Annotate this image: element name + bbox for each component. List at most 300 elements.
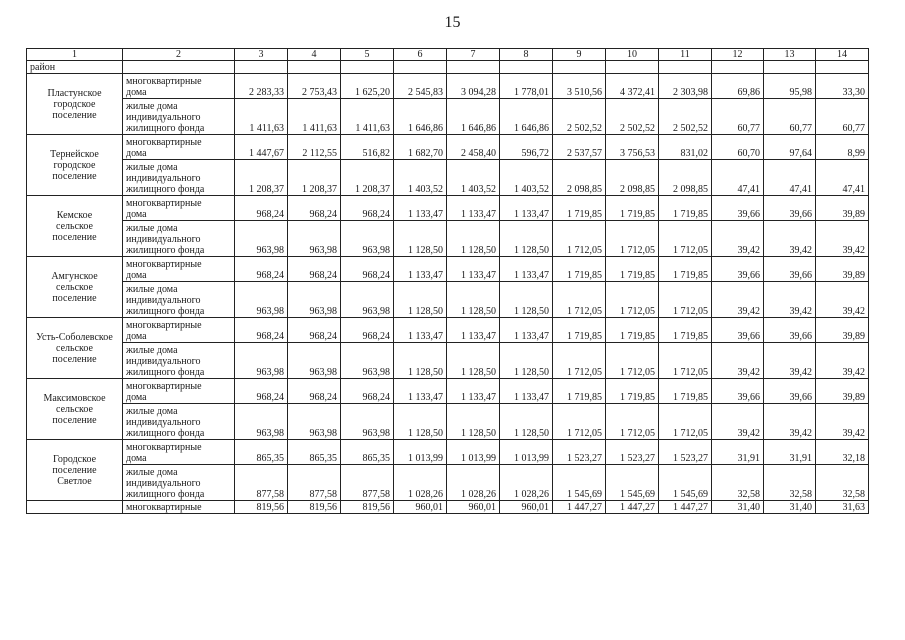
value-cell: 968,24 — [341, 196, 394, 221]
value-cell: 1 128,50 — [394, 404, 447, 440]
housing-type-line: индивидуального — [126, 356, 201, 367]
housing-type — [123, 257, 235, 282]
value-cell: 2 545,83 — [394, 74, 447, 99]
housing-type-line: жилищного фонда — [126, 489, 205, 500]
value-cell: 1 719,85 — [659, 318, 712, 343]
value-cell: 1 128,50 — [500, 343, 553, 379]
value-cell: 1 545,69 — [553, 465, 606, 501]
table-row — [27, 257, 869, 282]
housing-type-line: индивидуального — [126, 417, 201, 428]
value-cell: 2 753,43 — [288, 74, 341, 99]
housing-type-line: жилые дома — [126, 101, 178, 112]
value-cell: 1 208,37 — [235, 160, 288, 196]
empty-cell — [447, 61, 500, 74]
value-cell: 1 447,27 — [606, 501, 659, 514]
value-cell: 60,77 — [764, 99, 816, 135]
settlement-line: сельское — [56, 281, 93, 293]
value-cell: 1 712,05 — [606, 282, 659, 318]
value-cell: 963,98 — [288, 221, 341, 257]
table-row — [27, 196, 869, 221]
value-cell: 1 712,05 — [553, 282, 606, 318]
value-cell: 2 537,57 — [553, 135, 606, 160]
settlement-line: поселение — [52, 353, 97, 365]
value-cell: 968,24 — [235, 196, 288, 221]
value-cell: 1 411,63 — [235, 99, 288, 135]
housing-type — [123, 221, 235, 257]
value-cell: 39,66 — [712, 379, 764, 404]
tariff-table — [26, 48, 869, 514]
housing-type — [123, 501, 235, 514]
value-cell: 39,89 — [816, 318, 869, 343]
value-cell: 819,56 — [341, 501, 394, 514]
value-cell: 1 719,85 — [606, 196, 659, 221]
column-number: 6 — [394, 49, 447, 61]
table-row — [27, 74, 869, 99]
housing-type-line: дома — [126, 392, 147, 403]
table-row — [27, 99, 869, 135]
housing-type — [123, 440, 235, 465]
value-cell: 2 458,40 — [447, 135, 500, 160]
value-cell: 963,98 — [235, 343, 288, 379]
housing-type-line: многоквартирные — [126, 320, 202, 331]
value-cell: 32,58 — [816, 465, 869, 501]
value-cell: 1 133,47 — [394, 318, 447, 343]
value-cell: 39,89 — [816, 379, 869, 404]
table-row — [27, 135, 869, 160]
value-cell: 877,58 — [288, 465, 341, 501]
settlement-line: Максимовское — [43, 392, 106, 404]
rayon-label: район — [27, 61, 123, 74]
settlement-name — [27, 74, 123, 135]
value-cell: 1 133,47 — [447, 379, 500, 404]
value-cell: 963,98 — [235, 404, 288, 440]
value-cell: 39,42 — [712, 343, 764, 379]
settlement-name — [27, 135, 123, 196]
value-cell: 1 133,47 — [394, 196, 447, 221]
housing-type-line: дома — [126, 209, 147, 220]
housing-type — [123, 379, 235, 404]
table-row — [27, 221, 869, 257]
value-cell: 963,98 — [288, 282, 341, 318]
table-row — [27, 440, 869, 465]
value-cell: 2 098,85 — [606, 160, 659, 196]
value-cell: 1 133,47 — [447, 196, 500, 221]
value-cell: 1 646,86 — [500, 99, 553, 135]
value-cell: 960,01 — [447, 501, 500, 514]
value-cell: 968,24 — [341, 257, 394, 282]
settlement-line: поселение — [52, 414, 97, 426]
value-cell: 1 128,50 — [447, 343, 500, 379]
column-number: 11 — [659, 49, 712, 61]
value-cell: 1 719,85 — [606, 318, 659, 343]
settlement-line: Амгунское — [51, 270, 98, 282]
value-cell: 1 719,85 — [553, 379, 606, 404]
value-cell: 2 303,98 — [659, 74, 712, 99]
value-cell: 877,58 — [341, 465, 394, 501]
value-cell: 1 133,47 — [447, 318, 500, 343]
column-number: 12 — [712, 49, 764, 61]
column-number: 2 — [123, 49, 235, 61]
value-cell: 1 545,69 — [606, 465, 659, 501]
value-cell: 1 712,05 — [553, 343, 606, 379]
value-cell: 39,89 — [816, 196, 869, 221]
value-cell: 1 013,99 — [500, 440, 553, 465]
value-cell: 963,98 — [235, 221, 288, 257]
housing-type-line: многоквартирные — [126, 76, 202, 87]
value-cell: 1 128,50 — [394, 221, 447, 257]
value-cell: 31,91 — [712, 440, 764, 465]
housing-type-line: жилищного фонда — [126, 428, 205, 439]
value-cell: 2 112,55 — [288, 135, 341, 160]
table-row — [27, 501, 869, 514]
value-cell: 1 028,26 — [394, 465, 447, 501]
empty-cell — [553, 61, 606, 74]
settlement-line: поселение — [52, 464, 97, 476]
empty-cell — [288, 61, 341, 74]
table-row — [27, 379, 869, 404]
column-number: 10 — [606, 49, 659, 61]
column-number: 5 — [341, 49, 394, 61]
value-cell: 968,24 — [341, 318, 394, 343]
value-cell: 963,98 — [235, 282, 288, 318]
value-cell: 1 208,37 — [341, 160, 394, 196]
housing-type-line: жилищного фонда — [126, 123, 205, 134]
column-number: 1 — [27, 49, 123, 61]
housing-type — [123, 318, 235, 343]
settlement-line: Усть-Соболевское — [36, 331, 113, 343]
value-cell: 32,58 — [764, 465, 816, 501]
value-cell: 1 133,47 — [394, 379, 447, 404]
housing-type — [123, 282, 235, 318]
value-cell: 831,02 — [659, 135, 712, 160]
value-cell: 1 719,85 — [659, 379, 712, 404]
value-cell: 33,30 — [816, 74, 869, 99]
value-cell: 963,98 — [341, 404, 394, 440]
value-cell: 47,41 — [764, 160, 816, 196]
housing-type-line: индивидуального — [126, 234, 201, 245]
settlement-line: сельское — [56, 342, 93, 354]
value-cell: 1 447,67 — [235, 135, 288, 160]
value-cell: 39,42 — [816, 404, 869, 440]
housing-type-line: многоквартирные — [126, 198, 202, 209]
value-cell: 968,24 — [288, 257, 341, 282]
value-cell: 1 028,26 — [447, 465, 500, 501]
housing-type-line: жилищного фонда — [126, 184, 205, 195]
value-cell: 963,98 — [341, 282, 394, 318]
value-cell: 1 128,50 — [500, 404, 553, 440]
value-cell: 1 128,50 — [500, 221, 553, 257]
value-cell: 516,82 — [341, 135, 394, 160]
value-cell: 1 712,05 — [659, 221, 712, 257]
settlement-name — [27, 379, 123, 440]
settlement-line: поселение — [52, 170, 97, 182]
housing-type-line: индивидуального — [126, 295, 201, 306]
value-cell: 1 447,27 — [659, 501, 712, 514]
value-cell: 1 128,50 — [394, 282, 447, 318]
column-number: 14 — [816, 49, 869, 61]
housing-type-line: жилые дома — [126, 223, 178, 234]
value-cell: 1 133,47 — [394, 257, 447, 282]
value-cell: 1 523,27 — [553, 440, 606, 465]
value-cell: 95,98 — [764, 74, 816, 99]
value-cell: 1 208,37 — [288, 160, 341, 196]
value-cell: 968,24 — [235, 379, 288, 404]
housing-type — [123, 99, 235, 135]
value-cell: 2 502,52 — [553, 99, 606, 135]
value-cell: 1 411,63 — [288, 99, 341, 135]
value-cell: 968,24 — [288, 318, 341, 343]
settlement-line: Кемское — [56, 209, 93, 221]
value-cell: 1 719,85 — [659, 196, 712, 221]
housing-type-line: многоквартирные — [126, 381, 202, 392]
value-cell: 1 133,47 — [500, 196, 553, 221]
value-cell: 968,24 — [235, 318, 288, 343]
housing-type-line: дома — [126, 453, 147, 464]
settlement-name — [27, 440, 123, 501]
empty-cell — [123, 61, 235, 74]
value-cell: 39,42 — [712, 404, 764, 440]
value-cell: 2 502,52 — [606, 99, 659, 135]
housing-type-line: дома — [126, 148, 147, 159]
value-cell: 39,42 — [764, 282, 816, 318]
column-number: 13 — [764, 49, 816, 61]
header-row — [27, 49, 869, 61]
value-cell: 1 411,63 — [341, 99, 394, 135]
housing-type-line: жилые дома — [126, 467, 178, 478]
housing-type-line: дома — [126, 270, 147, 281]
value-cell: 39,42 — [816, 343, 869, 379]
value-cell: 1 133,47 — [500, 257, 553, 282]
housing-type — [123, 74, 235, 99]
value-cell: 47,41 — [816, 160, 869, 196]
value-cell: 1 403,52 — [394, 160, 447, 196]
housing-type-line: жилые дома — [126, 284, 178, 295]
value-cell: 1 719,85 — [606, 257, 659, 282]
value-cell: 865,35 — [288, 440, 341, 465]
value-cell: 60,70 — [712, 135, 764, 160]
value-cell: 1 128,50 — [447, 404, 500, 440]
empty-cell — [816, 61, 869, 74]
housing-type-line: многоквартирные — [126, 259, 202, 270]
settlement-line: Тернейское — [50, 148, 99, 160]
value-cell: 1 719,85 — [553, 196, 606, 221]
table-row — [27, 160, 869, 196]
empty-cell — [394, 61, 447, 74]
value-cell: 60,77 — [816, 99, 869, 135]
value-cell: 1 712,05 — [659, 404, 712, 440]
value-cell: 1 523,27 — [659, 440, 712, 465]
value-cell: 1 133,47 — [447, 257, 500, 282]
housing-type-line: жилищного фонда — [126, 306, 205, 317]
settlement-line: Городское — [52, 453, 97, 465]
value-cell: 865,35 — [341, 440, 394, 465]
empty-cell — [764, 61, 816, 74]
settlement-line: Светлое — [57, 475, 92, 487]
value-cell: 1 128,50 — [500, 282, 553, 318]
value-cell: 1 719,85 — [659, 257, 712, 282]
settlement-name — [27, 501, 123, 514]
value-cell: 1 128,50 — [447, 221, 500, 257]
housing-type-line: дома — [126, 87, 147, 98]
value-cell: 2 098,85 — [553, 160, 606, 196]
housing-type-line: индивидуального — [126, 173, 201, 184]
value-cell: 1 403,52 — [500, 160, 553, 196]
value-cell: 31,63 — [816, 501, 869, 514]
housing-type — [123, 404, 235, 440]
value-cell: 32,18 — [816, 440, 869, 465]
value-cell: 1 128,50 — [394, 343, 447, 379]
value-cell: 39,66 — [712, 196, 764, 221]
settlement-line: сельское — [56, 220, 93, 232]
value-cell: 1 712,05 — [659, 343, 712, 379]
settlement-line: Пластунское — [47, 87, 102, 99]
housing-type-line: жилые дома — [126, 345, 178, 356]
value-cell: 39,42 — [764, 404, 816, 440]
value-cell: 97,64 — [764, 135, 816, 160]
table-body — [27, 49, 869, 514]
value-cell: 1 646,86 — [447, 99, 500, 135]
value-cell: 1 447,27 — [553, 501, 606, 514]
value-cell: 1 719,85 — [553, 318, 606, 343]
value-cell: 39,66 — [764, 257, 816, 282]
housing-type-line: жилые дома — [126, 406, 178, 417]
value-cell: 39,89 — [816, 257, 869, 282]
value-cell: 1 712,05 — [606, 404, 659, 440]
value-cell: 960,01 — [394, 501, 447, 514]
value-cell: 1 403,52 — [447, 160, 500, 196]
column-number: 3 — [235, 49, 288, 61]
column-number: 4 — [288, 49, 341, 61]
empty-cell — [235, 61, 288, 74]
value-cell: 968,24 — [235, 257, 288, 282]
value-cell: 8,99 — [816, 135, 869, 160]
value-cell: 1 646,86 — [394, 99, 447, 135]
settlement-name — [27, 196, 123, 257]
housing-type-line: многоквартирные — [126, 442, 202, 453]
value-cell: 3 756,53 — [606, 135, 659, 160]
value-cell: 47,41 — [712, 160, 764, 196]
settlement-name — [27, 318, 123, 379]
value-cell: 39,66 — [764, 196, 816, 221]
settlement-line: поселение — [52, 109, 97, 121]
value-cell: 31,91 — [764, 440, 816, 465]
page-number: 15 — [444, 14, 461, 31]
table-row — [27, 404, 869, 440]
value-cell: 39,42 — [764, 343, 816, 379]
housing-type-line: индивидуального — [126, 478, 201, 489]
value-cell: 1 028,26 — [500, 465, 553, 501]
empty-cell — [341, 61, 394, 74]
value-cell: 39,42 — [816, 282, 869, 318]
column-number: 7 — [447, 49, 500, 61]
value-cell: 1 128,50 — [447, 282, 500, 318]
value-cell: 1 719,85 — [606, 379, 659, 404]
value-cell: 1 625,20 — [341, 74, 394, 99]
column-number: 8 — [500, 49, 553, 61]
settlement-line: городское — [53, 159, 96, 171]
value-cell: 69,86 — [712, 74, 764, 99]
value-cell: 39,66 — [764, 318, 816, 343]
value-cell: 1 133,47 — [500, 379, 553, 404]
housing-type-line: жилые дома — [126, 162, 178, 173]
value-cell: 1 712,05 — [659, 282, 712, 318]
empty-cell — [606, 61, 659, 74]
settlement-line: городское — [53, 98, 96, 110]
settlement-name — [27, 257, 123, 318]
value-cell: 3 510,56 — [553, 74, 606, 99]
housing-type-line: индивидуального — [126, 112, 201, 123]
housing-type-line: жилищного фонда — [126, 367, 205, 378]
housing-type-line: многоквартирные — [126, 502, 202, 513]
value-cell: 1 523,27 — [606, 440, 659, 465]
value-cell: 2 283,33 — [235, 74, 288, 99]
value-cell: 39,42 — [712, 221, 764, 257]
housing-type — [123, 160, 235, 196]
housing-type-line: жилищного фонда — [126, 245, 205, 256]
value-cell: 819,56 — [235, 501, 288, 514]
settlement-line: поселение — [52, 231, 97, 243]
value-cell: 960,01 — [500, 501, 553, 514]
value-cell: 963,98 — [341, 343, 394, 379]
value-cell: 963,98 — [288, 404, 341, 440]
settlement-line: сельское — [56, 403, 93, 415]
value-cell: 39,42 — [712, 282, 764, 318]
value-cell: 865,35 — [235, 440, 288, 465]
rayon-row — [27, 61, 869, 74]
settlement-line: поселение — [52, 292, 97, 304]
housing-type-line: дома — [126, 331, 147, 342]
value-cell: 1 712,05 — [606, 343, 659, 379]
value-cell: 1 545,69 — [659, 465, 712, 501]
value-cell: 1 712,05 — [553, 221, 606, 257]
table-row — [27, 465, 869, 501]
value-cell: 60,77 — [712, 99, 764, 135]
value-cell: 2 502,52 — [659, 99, 712, 135]
value-cell: 968,24 — [288, 379, 341, 404]
value-cell: 31,40 — [764, 501, 816, 514]
value-cell: 1 133,47 — [500, 318, 553, 343]
housing-type — [123, 196, 235, 221]
value-cell: 1 719,85 — [553, 257, 606, 282]
value-cell: 39,66 — [712, 318, 764, 343]
value-cell: 39,42 — [764, 221, 816, 257]
housing-type — [123, 465, 235, 501]
empty-cell — [500, 61, 553, 74]
value-cell: 968,24 — [288, 196, 341, 221]
value-cell: 963,98 — [288, 343, 341, 379]
value-cell: 1 712,05 — [606, 221, 659, 257]
table-row — [27, 282, 869, 318]
housing-type — [123, 343, 235, 379]
value-cell: 32,58 — [712, 465, 764, 501]
empty-cell — [712, 61, 764, 74]
empty-cell — [659, 61, 712, 74]
housing-type — [123, 135, 235, 160]
value-cell: 968,24 — [341, 379, 394, 404]
table-row — [27, 318, 869, 343]
table-row — [27, 343, 869, 379]
value-cell: 4 372,41 — [606, 74, 659, 99]
value-cell: 3 094,28 — [447, 74, 500, 99]
value-cell: 1 013,99 — [394, 440, 447, 465]
value-cell: 596,72 — [500, 135, 553, 160]
value-cell: 963,98 — [341, 221, 394, 257]
value-cell: 31,40 — [712, 501, 764, 514]
value-cell: 39,42 — [816, 221, 869, 257]
value-cell: 2 098,85 — [659, 160, 712, 196]
value-cell: 1 712,05 — [553, 404, 606, 440]
value-cell: 1 682,70 — [394, 135, 447, 160]
